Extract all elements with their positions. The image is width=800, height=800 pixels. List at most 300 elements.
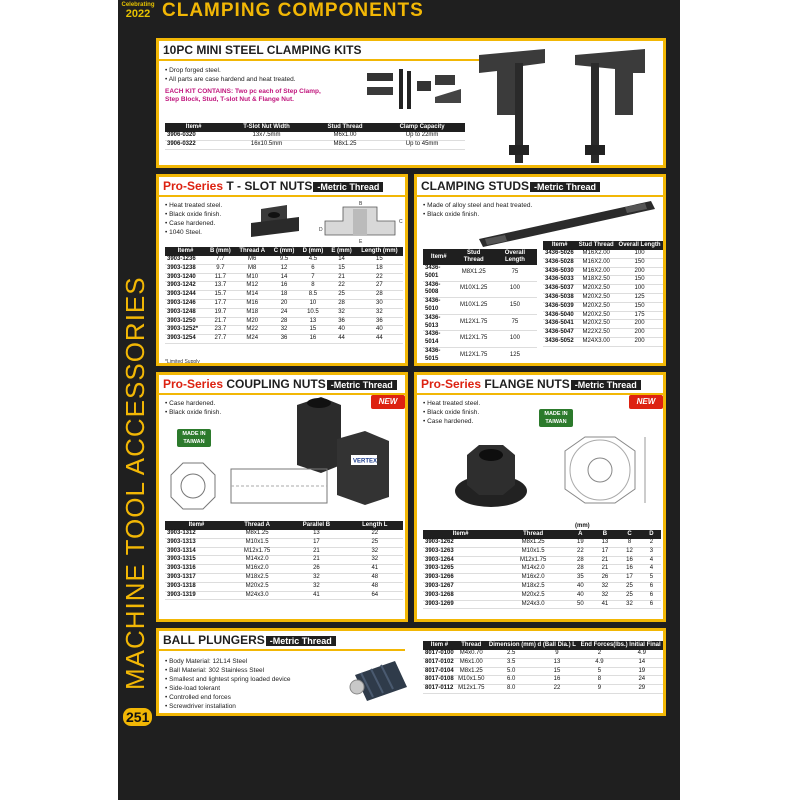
table-row [543, 311, 663, 320]
thread-hole [307, 398, 331, 408]
table-cell: 40 [568, 582, 593, 591]
series-label: Pro-Series [163, 179, 224, 193]
table-cell: 3903-1238 [165, 264, 206, 273]
table-cell: 17 [286, 538, 346, 547]
new-badge: NEW [629, 395, 663, 409]
table-row [165, 299, 403, 308]
table-cell: 3903-1252* [165, 326, 206, 335]
table-cell: 32 [356, 308, 403, 317]
table-cell: 75 [493, 265, 537, 281]
table-cell: 3903-1319 [165, 591, 228, 600]
table-cell: 48 [347, 573, 403, 582]
nut-shape [417, 81, 431, 91]
stud-shape [407, 71, 411, 109]
card-title [417, 177, 663, 195]
table-cell: M10X1.25 [455, 298, 493, 315]
table-row [543, 337, 663, 346]
table-cell: 23.7 [206, 326, 235, 335]
table-cell: 44 [356, 335, 403, 344]
table-row [423, 539, 661, 547]
tslot-bullets [165, 201, 222, 237]
table-cell: 150 [493, 298, 537, 315]
tslot-nuts-card [156, 174, 408, 366]
table-cell: 3436-5015 [423, 347, 455, 364]
bullet-item: • Side-load tolerant [165, 684, 291, 693]
table-cell: 13 [298, 317, 327, 326]
table-row [165, 335, 403, 344]
table-cell: 3436-5014 [423, 331, 455, 348]
table-cell: 40 [356, 326, 403, 335]
table-row [423, 565, 661, 574]
table-cell: 28 [356, 291, 403, 300]
table-cell: M12X1.75 [455, 314, 493, 331]
table-cell: 6 [642, 591, 661, 600]
column-header: Length (mm) [356, 247, 403, 256]
table-cell: 3436-5037 [543, 285, 576, 294]
table-cell: 5 [578, 667, 620, 676]
table-cell: 3906-0322 [165, 140, 222, 149]
table-cell: 5 [642, 574, 661, 583]
table-row [423, 591, 661, 600]
table-cell: 15 [536, 667, 579, 676]
table-cell: 25 [617, 582, 642, 591]
table-cell: 8.5 [298, 291, 327, 300]
table-cell: 24 [270, 308, 299, 317]
table-cell: 40 [568, 591, 593, 600]
table-cell: 32 [270, 326, 299, 335]
column-header: Thread [498, 530, 568, 539]
table-cell: M20X2.50 [576, 311, 616, 320]
table-cell: M10x1.5 [498, 547, 568, 556]
table-cell: 16 [536, 676, 579, 685]
table-row [165, 538, 403, 547]
thread-bore [353, 209, 367, 235]
column-header: C (mm) [270, 247, 299, 256]
table-cell: 7.7 [206, 256, 235, 264]
bore-circle [588, 458, 612, 482]
table-cell: M14x2.0 [498, 565, 568, 574]
table-cell: M10X1.25 [455, 281, 493, 298]
table-cell: 3436-5008 [423, 281, 455, 298]
table-cell: 6 [642, 600, 661, 609]
flange-dimension-drawing [545, 431, 663, 523]
table-cell: 22 [356, 273, 403, 282]
table-row [543, 285, 663, 294]
studs-table-left [423, 249, 537, 366]
table-cell: Up to 22mm [379, 132, 465, 140]
table-cell: 19 [568, 539, 593, 547]
table-cell: Up to 45mm [379, 140, 465, 149]
table-cell: 3903-1246 [165, 299, 206, 308]
table-cell: 25 [327, 291, 355, 300]
table-cell: 35 [568, 574, 593, 583]
table-cell: M18X2.50 [576, 276, 616, 285]
table-cell: 25 [347, 538, 403, 547]
table-cell: 26 [593, 574, 618, 583]
table-cell: M18 [235, 308, 270, 317]
table-cell: 17 [593, 547, 618, 556]
table-cell: 16 [617, 556, 642, 565]
table-cell: 3436-5028 [543, 258, 576, 267]
table-cell [493, 364, 537, 366]
table-cell: 21 [593, 565, 618, 574]
table-row [165, 264, 403, 273]
plungers-table-body [423, 650, 663, 693]
table-row [423, 574, 661, 583]
table-row [165, 547, 403, 556]
table-cell: M18x2.5 [228, 573, 286, 582]
table-cell: 9 [578, 685, 620, 694]
table-cell: 24 [621, 676, 663, 685]
table-cell: 2 [642, 539, 661, 547]
table-cell: M22X2.50 [576, 329, 616, 338]
card-title-text: CLAMPING STUDS [421, 179, 529, 193]
table-cell: 36 [356, 317, 403, 326]
table-cell: 5.0 [487, 667, 536, 676]
ball-plunger-image [347, 653, 413, 705]
table-cell: M24x3.0 [228, 591, 286, 600]
made-in-label: MADE IN [182, 431, 206, 437]
table-cell: 28 [568, 565, 593, 574]
table-cell: 3906-0320 [165, 132, 222, 140]
thread-tag: -Metric Thread [571, 380, 641, 390]
table-cell: 32 [617, 600, 642, 609]
stud-shape [399, 69, 403, 109]
table-cell: 3903-1242 [165, 282, 206, 291]
table-row [543, 329, 663, 338]
table-cell: 4.5 [298, 256, 327, 264]
anniversary-logo [119, 2, 157, 20]
column-header: Item# [543, 241, 576, 250]
table-cell: 3903-1313 [165, 538, 228, 547]
column-header: Item# [423, 249, 455, 265]
table-row [165, 282, 403, 291]
table-cell: 41 [593, 600, 618, 609]
table-cell: 17.7 [206, 299, 235, 308]
table-cell: 3436-5001 [423, 265, 455, 281]
dimension-label: E [359, 239, 363, 245]
bullet-item: • Heat treated steel. [423, 399, 480, 408]
plungers-bullets [165, 657, 291, 711]
table-cell: M20X2.50 [576, 293, 616, 302]
table-cell: M8x1.25 [498, 539, 568, 547]
table-cell: 3903-1248 [165, 308, 206, 317]
table-row [423, 667, 663, 676]
ball-plungers-card [156, 628, 666, 716]
table-row [165, 591, 403, 600]
table-cell: 32 [286, 573, 346, 582]
column-header: E (mm) [327, 247, 355, 256]
coupling-nuts-card [156, 372, 408, 622]
table-cell: 22 [536, 685, 579, 694]
flange-circle [570, 440, 630, 500]
hex-outline [171, 463, 215, 509]
table-cell: 3436-5038 [543, 293, 576, 302]
table-cell: M18x2.5 [498, 582, 568, 591]
table-cell: 14 [327, 256, 355, 264]
bore-outline [181, 474, 205, 498]
coupling-table [165, 521, 403, 600]
table-row [423, 364, 537, 366]
table-cell: 30 [356, 299, 403, 308]
bullet-item: • Case hardened. [165, 219, 222, 228]
card-title-text: BALL PLUNGERS [163, 633, 265, 647]
table-cell: 2 [578, 650, 620, 658]
table-cell: M12X1.75 [455, 347, 493, 364]
flange-nuts-card [414, 372, 666, 622]
column-header: D (mm) [298, 247, 327, 256]
column-header: Thread A [228, 521, 286, 530]
table-cell: 36 [270, 335, 299, 344]
table-cell: M16X2.00 [576, 250, 616, 258]
dimension-label: C [399, 219, 403, 225]
table-row [165, 291, 403, 300]
table-cell: M20x2.5 [228, 582, 286, 591]
table-cell: 4.9 [578, 658, 620, 667]
clamp-shape [479, 49, 545, 115]
table-cell: 10.5 [298, 308, 327, 317]
table-cell: 3903-1317 [165, 573, 228, 582]
table-cell: 150 [616, 276, 663, 285]
table-cell: 3903-1236 [165, 256, 206, 264]
table-cell: 16 [270, 282, 299, 291]
table-row [423, 298, 537, 315]
table-cell: 15 [356, 256, 403, 264]
hex-nut-body [337, 431, 389, 505]
column-header: C [617, 530, 642, 539]
table-cell: 8.0 [487, 685, 536, 694]
table-cell: 175 [616, 311, 663, 320]
table-row [423, 265, 537, 281]
column-header: Item# [165, 521, 228, 530]
card-title-text: 10PC MINI STEEL CLAMPING KITS [163, 43, 362, 57]
table-cell: 4 [642, 556, 661, 565]
table-cell: 12 [617, 547, 642, 556]
table-cell: 13 [536, 658, 579, 667]
studs-table-right [543, 241, 663, 347]
table-row [423, 331, 537, 348]
thread-tag: -Metric Thread [266, 636, 336, 646]
studs-left-body [423, 265, 537, 366]
limited-supply-note: *Limited Supply [165, 359, 200, 365]
table-cell: M12 [235, 282, 270, 291]
flange-table-body [423, 539, 661, 609]
table-cell: 21 [286, 547, 346, 556]
table-cell: 18 [270, 291, 299, 300]
table-cell: 200 [616, 329, 663, 338]
table-cell: 3436-5033 [543, 276, 576, 285]
kits-table [165, 123, 465, 150]
table-cell: 32 [593, 591, 618, 600]
table-cell: 3903-1267 [423, 582, 498, 591]
table-cell: 3903-1268 [423, 591, 498, 600]
table-cell: M10x1.5 [228, 538, 286, 547]
table-row [165, 565, 403, 574]
table-cell: M16x2.0 [498, 574, 568, 583]
table-cell: 3903-1265 [423, 565, 498, 574]
table-cell: M8 [235, 264, 270, 273]
bullet-item: • Made of alloy steel and heat treated. [423, 201, 532, 210]
table-cell: 8 [578, 676, 620, 685]
clamping-studs-card [414, 174, 666, 366]
bullet-item: • Screwdriver installation [165, 702, 291, 711]
table-row [543, 258, 663, 267]
table-cell: 25 [617, 591, 642, 600]
table-cell: 40 [327, 326, 355, 335]
unit-label: (mm) [575, 523, 590, 529]
table-cell: 8 [617, 539, 642, 547]
column-header: Overall Length [616, 241, 663, 250]
table-cell: 14 [270, 273, 299, 282]
made-in-country: TAIWAN [183, 439, 205, 445]
table-cell: M24 [235, 335, 270, 344]
plungers-table [423, 641, 663, 694]
table-cell: 9 [536, 650, 579, 658]
table-cell: 64 [347, 591, 403, 600]
section-vertical-title: MACHINE TOOL ACCESSORIES [120, 276, 150, 690]
step-block-shape [435, 89, 461, 103]
table-cell: 3903-1240 [165, 273, 206, 282]
kit-contents-lead: EACH KIT CONTAINS: [165, 88, 234, 95]
bullet-item: • All parts are case hardend and heat treated. [165, 75, 296, 84]
table-cell: 3903-1266 [423, 574, 498, 583]
step-clamp-image [475, 45, 665, 163]
table-cell: M20X2.50 [576, 285, 616, 294]
table-row [543, 293, 663, 302]
table-cell: 48 [347, 582, 403, 591]
bullet-item: • Smallest and lightest spring loaded device [165, 675, 291, 684]
thread-tag: -Metric Thread [530, 182, 600, 192]
table-cell: M12x1.75 [228, 547, 286, 556]
table-cell: 3903-1250 [165, 317, 206, 326]
table-cell: 200 [616, 337, 663, 346]
table-cell: 16x10.5mm [222, 140, 311, 149]
table-cell: M14x2.0 [228, 556, 286, 565]
column-header: Overall Length [493, 249, 537, 265]
table-cell: 3903-1316 [165, 565, 228, 574]
table-cell: 3903-1263 [423, 547, 498, 556]
table-cell: 8 [298, 282, 327, 291]
table-cell [423, 364, 455, 366]
table-cell: 32 [347, 556, 403, 565]
thread-tag: -Metric Thread [313, 182, 383, 192]
table-cell: 3903-1315 [165, 556, 228, 565]
table-cell: M4x0.70 [456, 650, 487, 658]
tslot-dimension-drawing [315, 199, 405, 245]
step-block-shape [435, 75, 455, 85]
table-row [165, 256, 403, 264]
table-row [423, 556, 661, 565]
title-underline [159, 649, 405, 651]
flange-nut-image [451, 435, 531, 515]
table-cell: 4 [642, 565, 661, 574]
table-cell: 3903-1312 [165, 530, 228, 538]
table-cell: 20 [270, 299, 299, 308]
table-cell: M12x1.75 [456, 685, 487, 694]
table-row [165, 573, 403, 582]
card-title-text: COUPLING NUTS [226, 377, 326, 391]
bullet-item: • Controlled end forces [165, 693, 291, 702]
table-cell: 22 [327, 282, 355, 291]
table-cell: 3436-5052 [543, 337, 576, 346]
table-row [423, 600, 661, 609]
table-cell [455, 364, 493, 366]
table-cell: 3436-5013 [423, 314, 455, 331]
table-cell: 15.7 [206, 291, 235, 300]
title-underline [159, 59, 489, 61]
table-cell: 100 [616, 250, 663, 258]
table-cell: 100 [616, 285, 663, 294]
column-header: B (mm) [206, 247, 235, 256]
bullet-item: • Black oxide finish. [165, 210, 222, 219]
thread-hole [268, 212, 280, 218]
table-cell: 8017-0108 [423, 676, 456, 685]
table-row [423, 314, 537, 331]
table-cell: 14 [621, 658, 663, 667]
table-cell: 22 [568, 547, 593, 556]
flange-table [423, 530, 661, 609]
table-cell: 3903-1254 [165, 335, 206, 344]
bullet-item: • Body Material: 12L14 Steel [165, 657, 291, 666]
table-cell: 6 [642, 582, 661, 591]
table-cell: M24x3.0 [498, 600, 568, 609]
table-cell: M6x1.00 [311, 132, 379, 140]
page-number: 251 [123, 708, 152, 726]
table-cell: M24X3.00 [576, 337, 616, 346]
step-clamp-shape [367, 73, 393, 81]
table-cell: 21 [286, 556, 346, 565]
table-cell: 3436-5030 [543, 267, 576, 276]
table-cell: M12X1.75 [455, 331, 493, 348]
table-cell: 16 [617, 565, 642, 574]
coupling-table-body [165, 530, 403, 600]
column-header: Thread A [235, 247, 270, 256]
table-cell: 13 [286, 530, 346, 538]
table-cell: 3903-1269 [423, 600, 498, 609]
column-header: Stud Thread [311, 123, 379, 132]
card-title [417, 375, 663, 393]
plunger-ball [350, 680, 364, 694]
table-cell: 18 [356, 264, 403, 273]
anniversary-year: 2022 [125, 8, 151, 20]
table-cell: 16 [298, 335, 327, 344]
table-cell: 3436-5010 [423, 298, 455, 315]
table-cell: 9.5 [270, 256, 299, 264]
table-cell: M6x1.00 [456, 658, 487, 667]
table-cell: M16X2.00 [576, 267, 616, 276]
tslot-nut-image [247, 199, 311, 243]
column-header: Stud Thread [576, 241, 616, 250]
table-cell: 13 [593, 539, 618, 547]
column-header: Item# [165, 123, 222, 132]
table-cell: 9.7 [206, 264, 235, 273]
column-header: T-Slot Nut Width [222, 123, 311, 132]
table-cell: 3903-1264 [423, 556, 498, 565]
tslot-table [165, 247, 403, 344]
card-title-text: T - SLOT NUTS [226, 179, 313, 193]
table-cell: M14 [235, 291, 270, 300]
hex-outline [565, 437, 635, 503]
bullet-item: • 1040 Steel. [165, 228, 222, 237]
column-header: D [642, 530, 661, 539]
coupling-dimension-drawing [165, 455, 335, 515]
table-cell: M16 [235, 299, 270, 308]
tslot-nut-shape [509, 145, 529, 155]
table-cell: 3436-5026 [543, 250, 576, 258]
clamping-kits-card [156, 38, 666, 168]
column-header: Clamp Capacity [379, 123, 465, 132]
table-cell: 200 [616, 267, 663, 276]
